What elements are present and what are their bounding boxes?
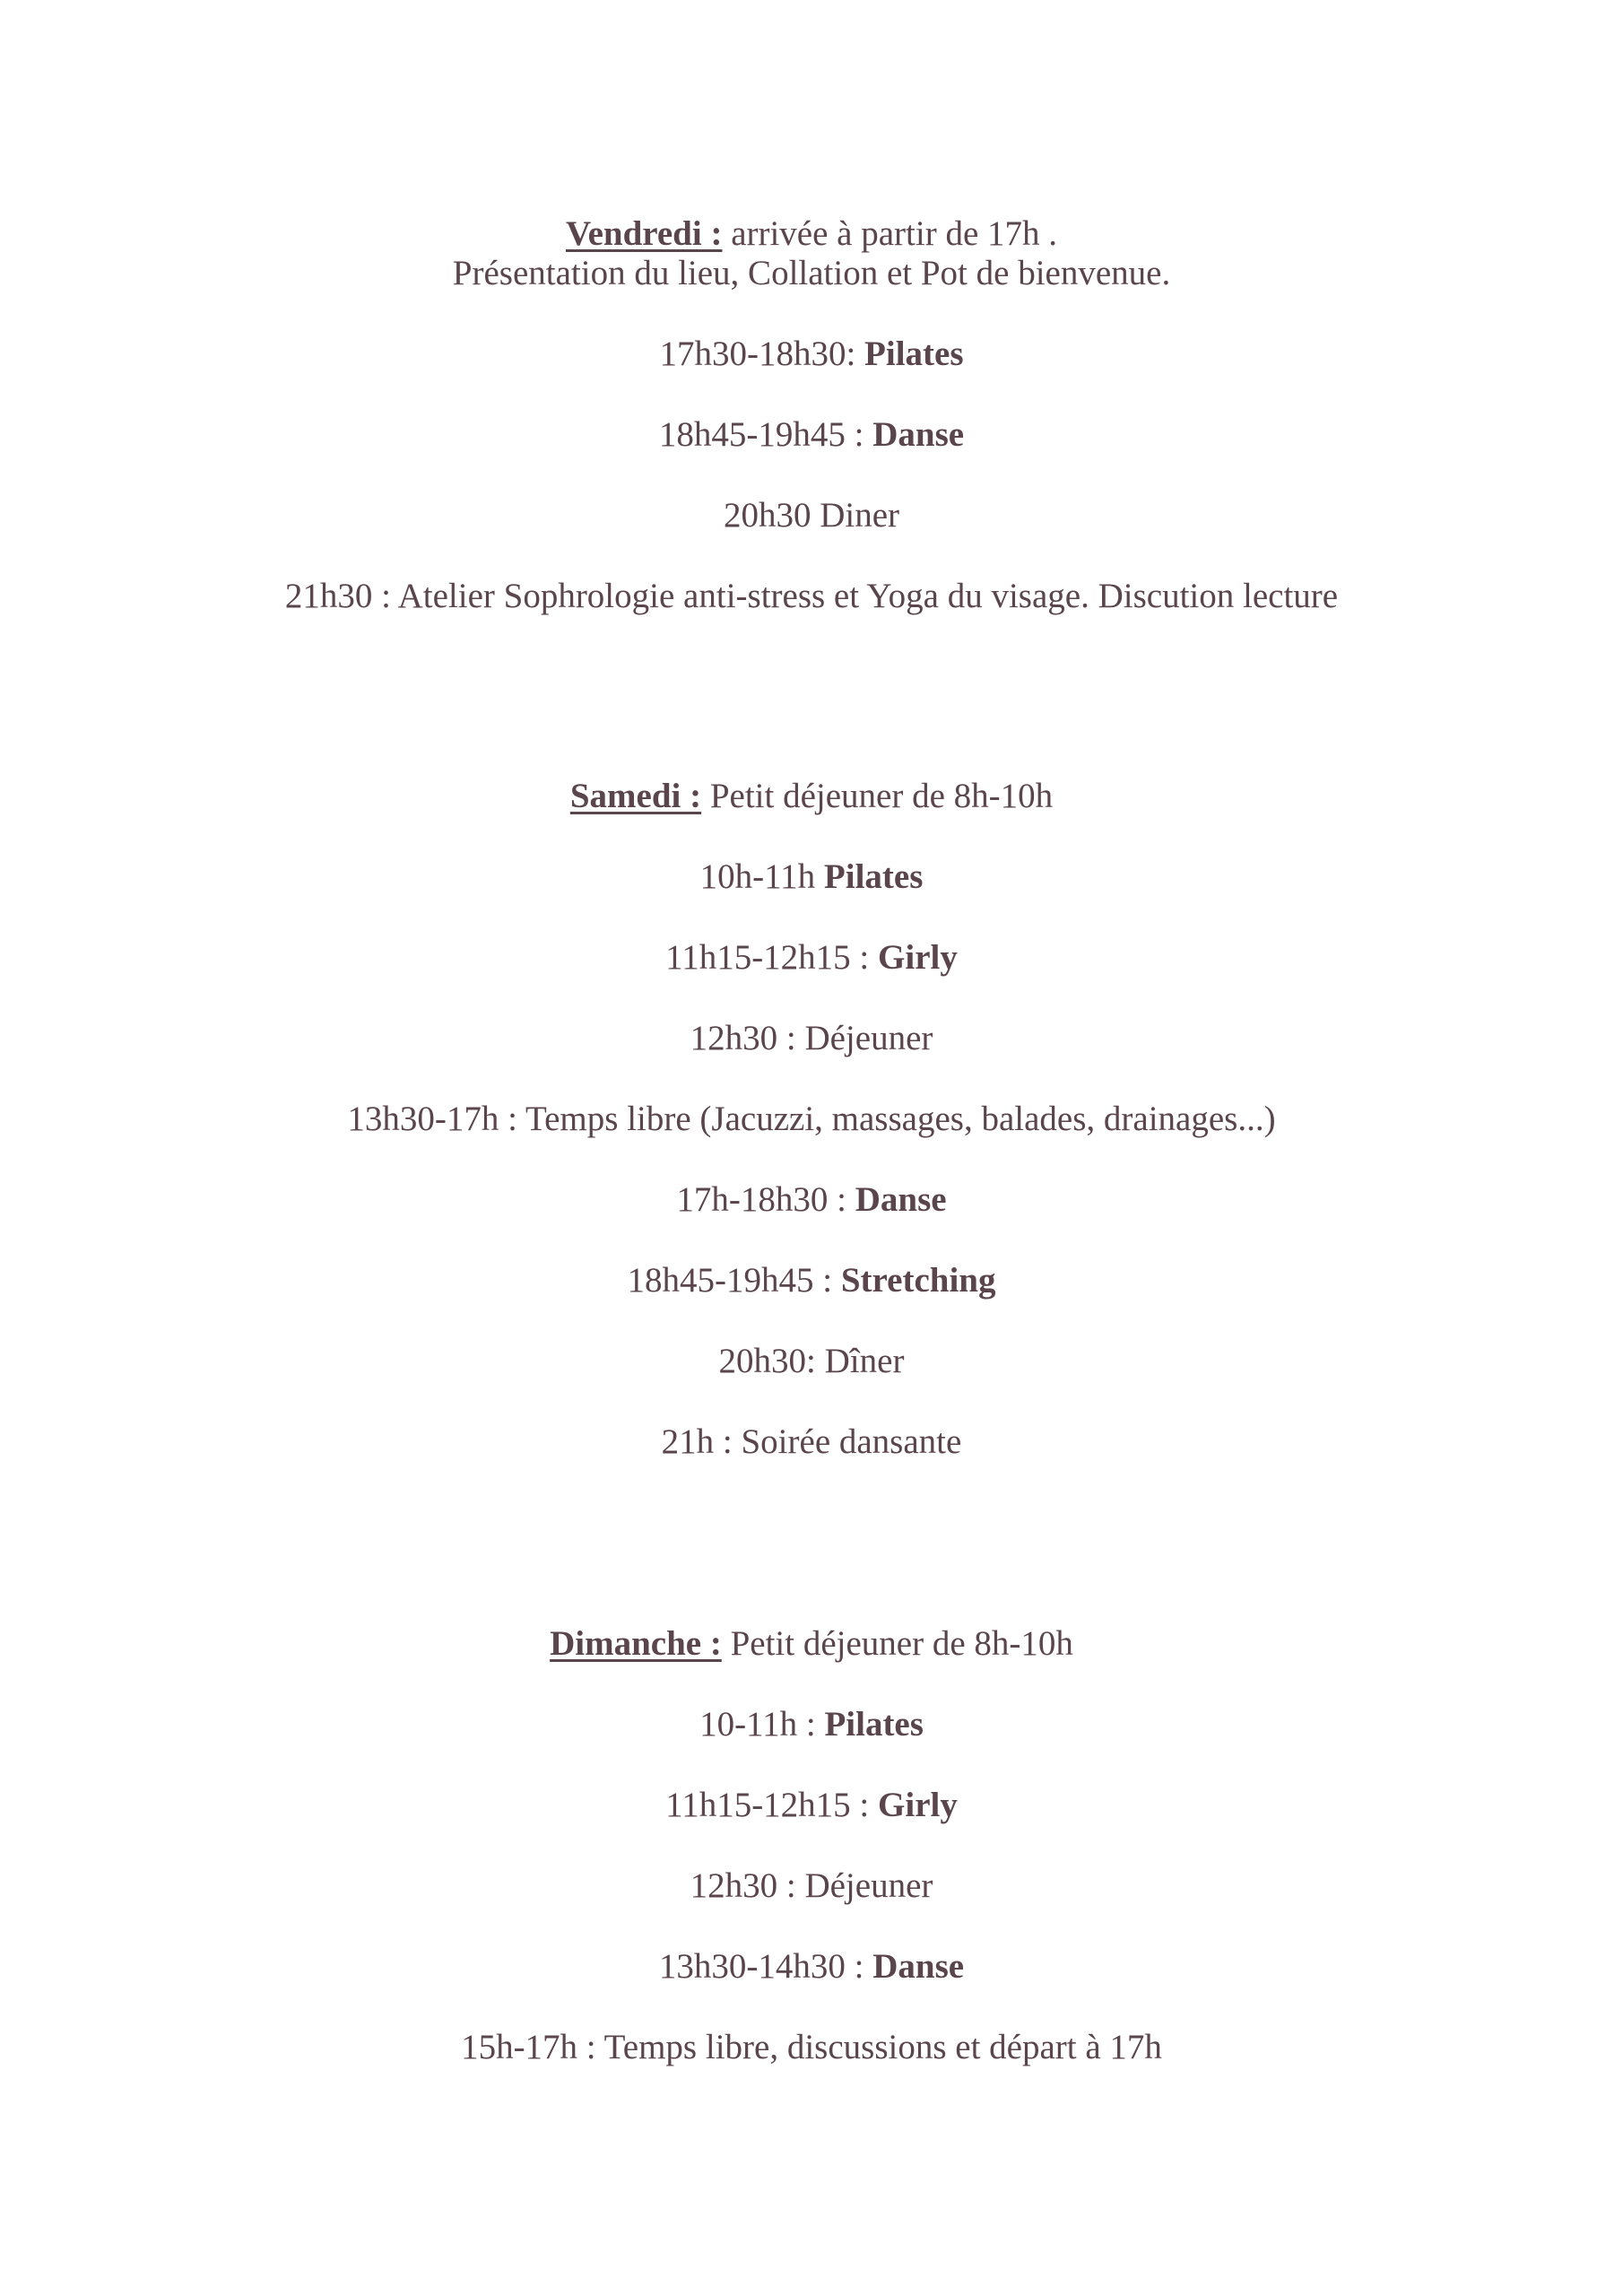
item-time: 12h30 : Déjeuner	[690, 1019, 933, 1057]
item-time: 17h30-18h30:	[659, 335, 865, 373]
item-time: 13h30-14h30 :	[658, 1947, 873, 1986]
friday-heading: Vendredi :	[565, 214, 723, 253]
schedule-item	[0, 495, 1623, 536]
item-time: 21h30 : Atelier Sophrologie anti-stress et Yoga du visage. Discution lecture	[284, 577, 1339, 615]
item-time: 10-11h :	[699, 1705, 825, 1744]
item-time: 20h30: Dîner	[718, 1342, 905, 1380]
item-time: 11h15-12h15 :	[665, 1786, 879, 1824]
saturday-heading: Samedi :	[569, 777, 702, 815]
schedule-item	[0, 1422, 1623, 1463]
item-activity: Pilates	[864, 335, 964, 373]
schedule-item	[0, 576, 1623, 617]
item-time: 11h15-12h15 :	[665, 938, 879, 977]
schedule-item	[0, 1179, 1623, 1221]
friday-intro: arrivée à partir de 17h .	[722, 214, 1058, 253]
saturday-heading-line	[0, 776, 1623, 817]
sunday-heading-line	[0, 1623, 1623, 1665]
schedule-item	[0, 1866, 1623, 1907]
item-time: 21h : Soirée dansante	[661, 1422, 962, 1461]
sunday-heading: Dimanche :	[550, 1624, 722, 1663]
item-activity: Girly	[878, 1786, 958, 1824]
schedule-item	[0, 1099, 1623, 1140]
friday-intro2: Présentation du lieu, Collation et Pot de bienvenue.	[452, 254, 1171, 292]
item-activity: Danse	[872, 415, 965, 454]
item-time: 10h-11h	[699, 857, 824, 896]
item-time: 15h-17h : Temps libre, discussions et départ à 17h	[461, 2028, 1162, 2066]
item-activity: Danse	[855, 1180, 947, 1219]
schedule-item	[0, 2027, 1623, 2068]
item-activity: Stretching	[840, 1261, 996, 1300]
schedule-item	[0, 1018, 1623, 1059]
item-activity: Pilates	[824, 1705, 924, 1744]
schedule-item	[0, 937, 1623, 978]
item-activity: Danse	[872, 1947, 965, 1986]
schedule-item	[0, 334, 1623, 375]
item-time: 13h30-17h : Temps libre (Jacuzzi, massages, balades, drainages...)	[347, 1100, 1276, 1138]
schedule-item	[0, 1785, 1623, 1826]
sunday-intro: Petit déjeuner de 8h-10h	[721, 1624, 1073, 1663]
item-time: 17h-18h30 :	[676, 1180, 855, 1219]
saturday-intro: Petit déjeuner de 8h-10h	[701, 777, 1054, 815]
schedule-item	[0, 1946, 1623, 1987]
item-time: 18h45-19h45 :	[658, 415, 873, 454]
item-time: 20h30 Diner	[723, 496, 900, 535]
schedule-item	[0, 1260, 1623, 1301]
item-time: 12h30 : Déjeuner	[690, 1866, 933, 1905]
schedule-item	[0, 414, 1623, 456]
item-activity: Pilates	[823, 857, 924, 896]
friday-heading-line	[0, 213, 1623, 255]
item-activity: Girly	[878, 938, 958, 977]
schedule-item	[0, 857, 1623, 898]
schedule-item	[0, 1704, 1623, 1745]
friday-intro-line	[0, 253, 1623, 294]
schedule-item	[0, 1341, 1623, 1382]
item-time: 18h45-19h45 :	[627, 1261, 841, 1300]
